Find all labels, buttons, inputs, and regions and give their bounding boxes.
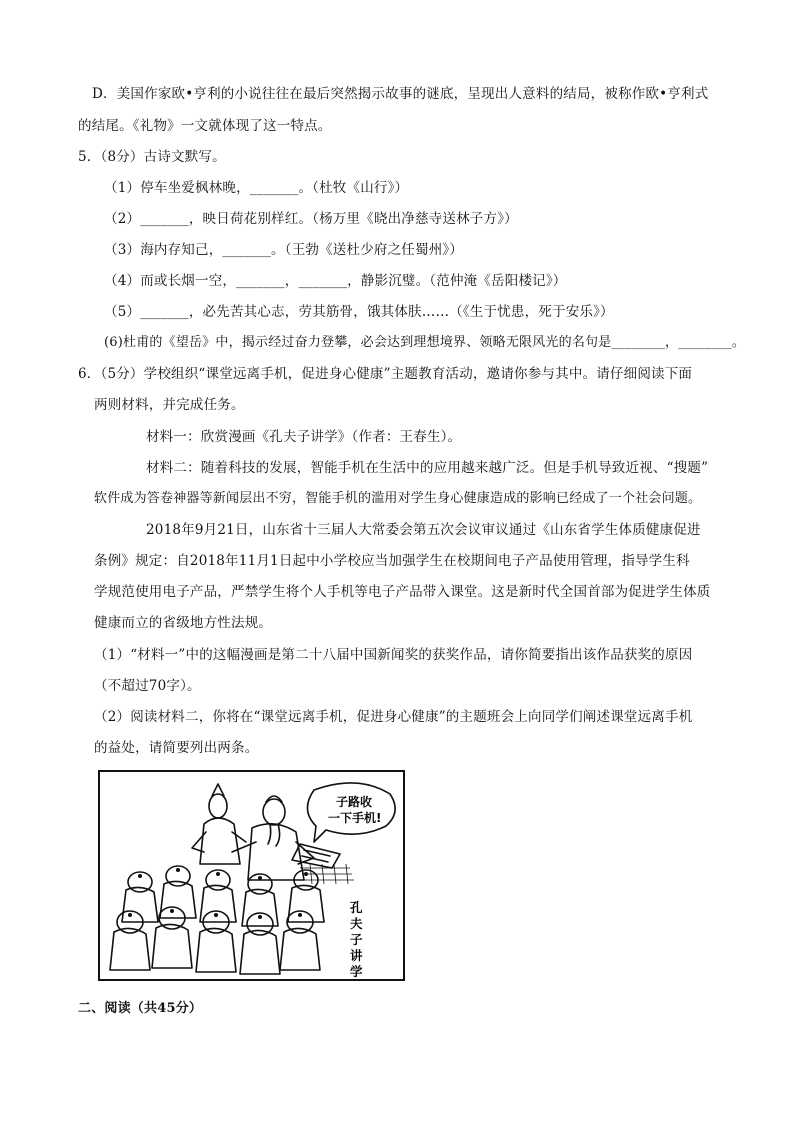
q6-heading-line2: 两则材料，并完成任务。 xyxy=(94,397,245,413)
confucius-lecture-cartoon xyxy=(98,770,405,981)
section2-heading: 二、阅读（共45分） xyxy=(78,1001,203,1016)
q5-item-3: （3）海内存知己，_______。（王勃《送杜少府之任蜀州》） xyxy=(104,242,464,258)
q6-task1-line2: （不超过70字）。 xyxy=(94,678,201,694)
q5-item-1: （1）停车坐爱枫林晚，_______。（杜牧《山行》） xyxy=(104,180,409,196)
cartoon-caption-char-5: 学 xyxy=(350,964,363,979)
cartoon-drawing xyxy=(100,772,403,979)
q5-heading: 5．（8分）古诗文默写。 xyxy=(78,149,226,165)
q6-task1-line1: （1）“材料一”中的这幅漫画是第二十八届中国新闻奖的获奖作品，请你简要指出该作品获奖的原因 xyxy=(94,647,693,663)
cartoon-caption-char-3: 子 xyxy=(350,932,363,947)
q6-material2-line2: 软件成为答卷神器等新闻层出不穷，智能手机的滥用对学生身心健康造成的影响已经成了一个社会问题。 xyxy=(94,491,702,506)
q6-paragraph-line2: 条例》规定：自2018年11月1日起中小学校应当加强学生在校期间电子产品使用管理，指导学生科 xyxy=(94,553,690,569)
cartoon-caption-char-2: 夫 xyxy=(350,916,363,931)
cartoon-caption-char-1: 孔 xyxy=(350,900,363,915)
q6-paragraph-line3: 学规范使用电子产品，严禁学生将个人手机等电子产品带入课堂。这是新时代全国首部为促进学生体质 xyxy=(94,584,711,600)
q4-option-d-line2: 的结尾。《礼物》一文就体现了这一特点。 xyxy=(78,118,332,134)
q6-paragraph-line4: 健康而立的省级地方性法规。 xyxy=(94,615,273,631)
speech-bubble-line2: 一下手机! xyxy=(328,811,382,825)
q5-item-2: （2）_______，映日荷花别样红。（杨万里《晓出净慈寺送林子方》） xyxy=(104,211,518,227)
q5-item-4: （4）而或长烟一空，_______，_______，静影沉璧。（范仲淹《岳阳楼记》） xyxy=(104,273,567,289)
cartoon-caption-char-4: 讲 xyxy=(350,948,363,963)
q5-item-6: (6)杜甫的《望岳》中，揭示经过奋力登攀，必会达到理想境界、领略无限风光的名句是________，________。 xyxy=(104,335,746,350)
q5-item-5: （5）_______，必先苦其心志，劳其筋骨，饿其体肤……（《生于忧患，死于安乐》） xyxy=(104,304,614,320)
q6-paragraph-line1: 2018年9月21日，山东省十三届人大常委会第五次会议审议通过《山东省学生体质健康促进 xyxy=(146,522,701,538)
q6-task2-line2: 的益处，请简要列出两条。 xyxy=(94,740,259,756)
q6-task2-line1: （2）阅读材料二，你将在“课堂远离手机，促进身心健康”的主题班会上向同学们阐述课堂远离手机 xyxy=(94,709,693,725)
q6-material1: 材料一：欣赏漫画《孔夫子讲学》（作者：王春生）。 xyxy=(146,429,462,445)
q4-option-d-line1: D．美国作家欧•亨利的小说往往在最后突然揭示故事的谜底，呈现出人意料的结局，被称作欧•亨利式 xyxy=(92,86,709,102)
q6-heading-line1: 6．（5分）学校组织“课堂远离手机，促进身心健康”主题教育活动，邀请你参与其中。请仔细阅读下面 xyxy=(78,366,693,382)
q6-material2-line1: 材料二：随着科技的发展，智能手机在生活中的应用越来越广泛。但是手机导致近视、“搜题” xyxy=(146,460,709,476)
speech-bubble-line1: 子路收 xyxy=(336,795,373,809)
